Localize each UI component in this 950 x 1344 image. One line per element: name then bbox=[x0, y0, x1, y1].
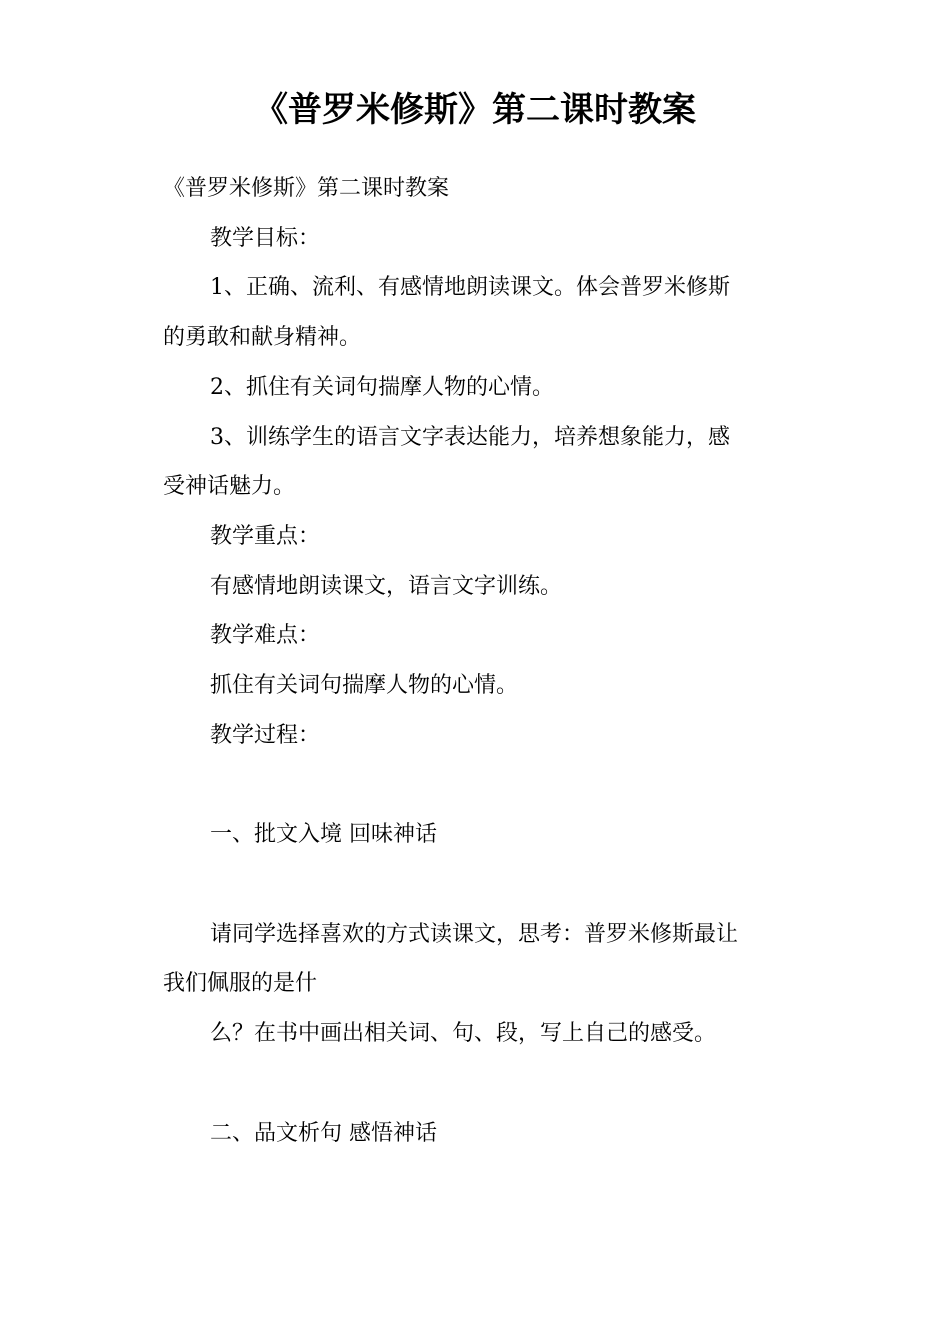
key-points-text: 有感情地朗读课文，语言文字训练。 bbox=[210, 574, 563, 599]
section-1-heading: 一、批文入境 回味神话 bbox=[210, 822, 437, 847]
goal-3-line-2: 受神话魅力。 bbox=[163, 474, 296, 499]
teaching-goals-heading: 教学目标： bbox=[210, 226, 321, 251]
goal-1-line-2: 的勇敢和献身精神。 bbox=[163, 325, 362, 350]
section-2-heading: 二、品文析句 感悟神话 bbox=[210, 1121, 437, 1146]
subtitle-line: 《普罗米修斯》第二课时教案 bbox=[163, 176, 450, 201]
section-1-paragraph-line-2: 我们佩服的是什 bbox=[163, 971, 318, 996]
goal-1-line-1: 1、正确、流利、有感情地朗读课文。体会普罗米修斯 bbox=[210, 275, 730, 300]
process-heading: 教学过程： bbox=[210, 723, 321, 748]
goal-2-line: 2、抓住有关词句揣摩人物的心情。 bbox=[210, 375, 554, 400]
document-title: 《普罗米修斯》第二课时教案 bbox=[254, 90, 696, 130]
difficulties-text: 抓住有关词句揣摩人物的心情。 bbox=[210, 673, 519, 698]
section-1-paragraph-line-1: 请同学选择喜欢的方式读课文，思考：普罗米修斯最让 bbox=[210, 922, 739, 947]
section-1-paragraph-line-3: 么？在书中画出相关词、句、段，写上自己的感受。 bbox=[210, 1021, 717, 1046]
difficulties-heading: 教学难点： bbox=[210, 623, 321, 648]
goal-3-line-1: 3、训练学生的语言文字表达能力，培养想象能力，感 bbox=[210, 425, 730, 450]
key-points-heading: 教学重点： bbox=[210, 524, 321, 549]
